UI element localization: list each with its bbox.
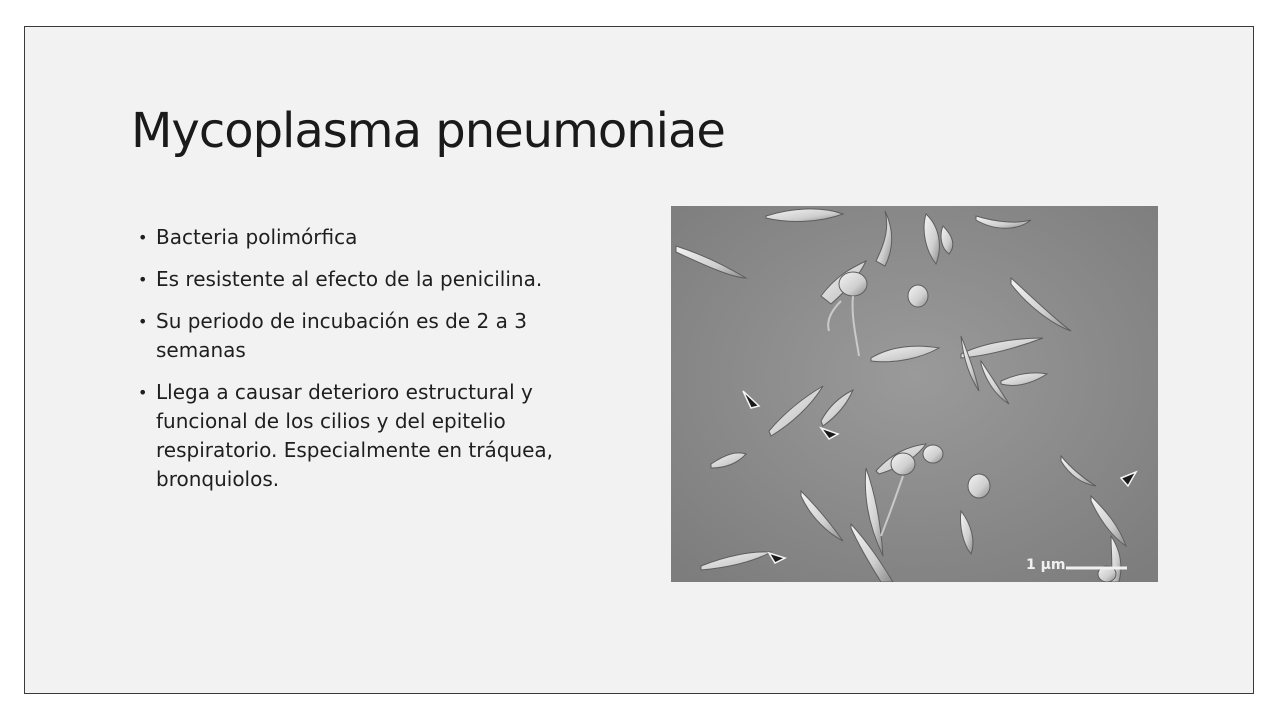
bullet-item: • Llega a causar deterioro estructural y funcional de los cilios y del epitelio respiratorio. Especialmente en tráquea, bronquiolos. bbox=[138, 378, 618, 494]
slide bbox=[24, 26, 1254, 694]
slide-title: Mycoplasma pneumoniae bbox=[131, 103, 725, 159]
micrograph-illustration bbox=[671, 206, 1158, 582]
bullet-item: • Su periodo de incubación es de 2 a 3 semanas bbox=[138, 307, 618, 365]
bullet-item: • Bacteria polimórfica bbox=[138, 223, 618, 252]
bullet-item: • Es resistente al efecto de la penicilina. bbox=[138, 265, 618, 294]
electron-micrograph-image bbox=[671, 206, 1158, 582]
scale-bar-label: 1 µm bbox=[1026, 557, 1066, 573]
bullet-list bbox=[138, 223, 618, 507]
